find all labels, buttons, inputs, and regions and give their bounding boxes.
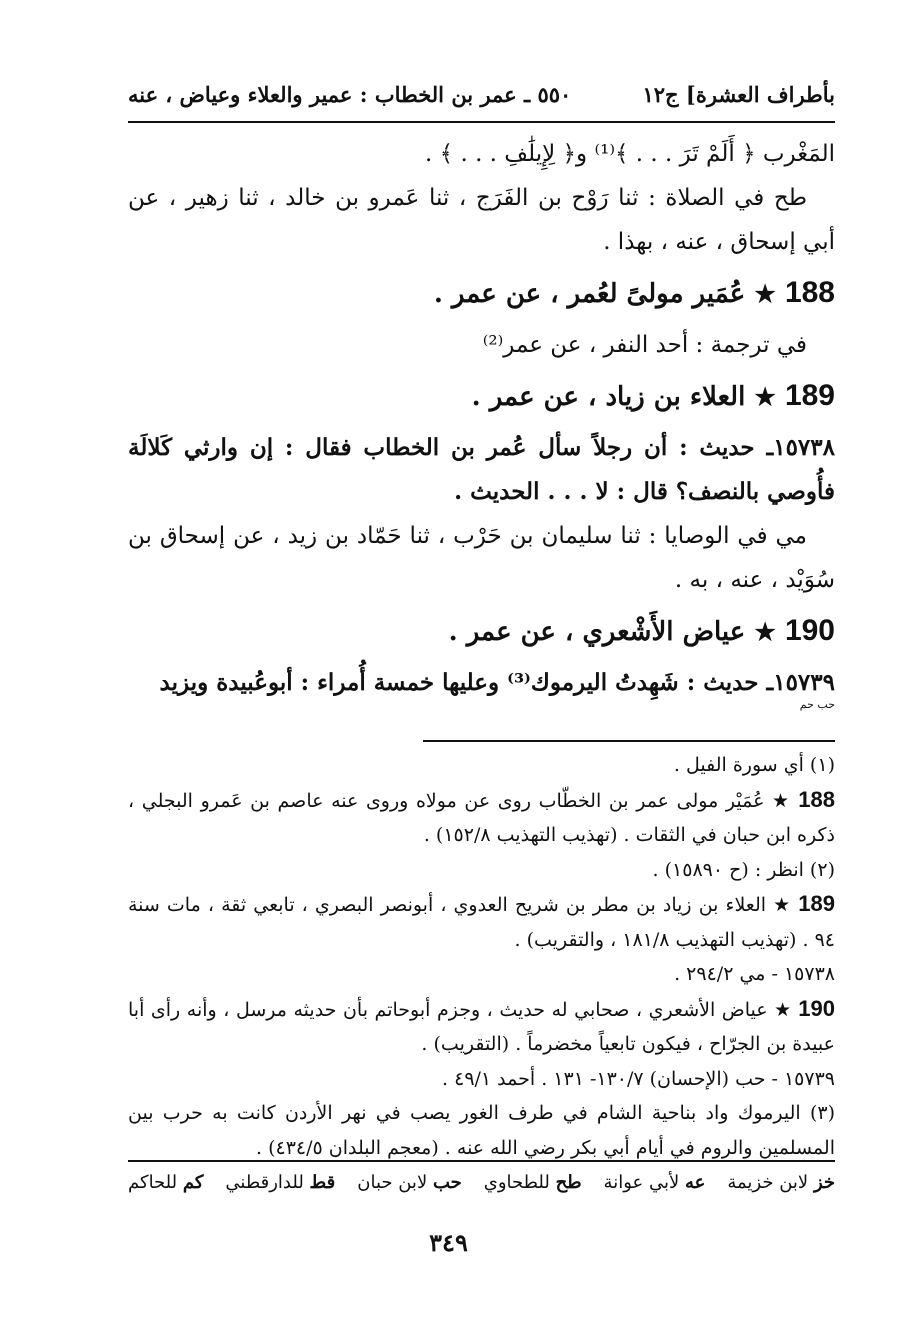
legend-item: عه لأبي عوانة [603,1172,706,1193]
legend-item: كم للحاكم [128,1172,204,1193]
footnote: ١٥٧٣٩ - حب (الإحسان) ١٣٠/٧- ١٣١ . أحمد ٤٩/١ . [442,1067,835,1090]
footnote-rule [423,740,835,742]
narrator-entry-188 [128,264,835,323]
hadith-number: ١٥٧٣٨ [773,434,835,461]
footnote-text: ★ عُمَيْر مولى عمر بن الخطّاب روى عن مولاه وروى عنه عاصم بن عَمرو البجلي ، ذكره ابن حبان في الثقات . (تهذيب التهذيب ١٥٢/٨) . [128,789,835,846]
footnote-text: ★ العلاء بن زياد بن مطر بن شريح العدوي ، أبونصر البصري ، تابعي ثقة ، مات سنة ٩٤ . (تهذيب التهذيب ١٨١/٨ ، والتقريب) . [128,894,835,951]
footnote-number: 189 [798,891,835,916]
main-text [128,132,835,711]
legend-item: قط للدارقطني [225,1172,336,1193]
paragraph: طح في الصلاة : ثنا رَوْح بن الفَرَج ، ثنا عَمرو بن خالد ، ثنا زهير ، عن أبي إسحاق ، عنه ، بهذا . [128,185,835,255]
hadith-text: ـ حديث : أن رجلاً سأل عُمر بن الخطاب فقال : إن وارثي كَلالَة فأُوصي بالنصف؟ قال : لا . . . الحديث . [128,434,835,505]
star-icon: ★ [754,382,776,411]
footnote-number: 188 [798,786,835,812]
narrator-entry-189 [128,367,835,426]
paragraph: مي في الوصايا : ثنا سليمان بن حَرْب ، ثنا حَمّاد بن زيد ، عن إسحاق بن سُوَيْد ، عنه ، به . [128,523,835,593]
legend-item: خز لابن خزيمة [727,1172,835,1193]
footnote: ١٥٧٣٨ - مي ٢٩٤/٢ . [674,963,835,985]
hadith-15738 [128,426,835,514]
entry-text: عياض الأَشْعري ، عن عمر . [448,617,746,647]
footnotes [128,748,835,1165]
footnote: (٣) اليرموك واد بناحية الشام في طرف الغور يصب في نهر الأردن كانت به حرب بين المسلمين والروم في أيام أبي بكر رضي الله عنه . (معجم البلدان ٤٣٤/٥) . [128,1102,835,1159]
running-header [128,74,835,114]
abbreviation-legend [128,1172,835,1193]
legend-item: حب لابن حبان [357,1172,462,1193]
footnote-number: 190 [798,995,835,1021]
header-rule [128,121,835,123]
entry-text: العلاء بن زياد ، عن عمر . [471,382,746,412]
star-icon: ★ [754,279,776,308]
narrator-entry-190 [128,602,835,661]
text-line: المَغْرب ﴿ أَلَمْ تَرَ . . . ﴾⁽¹⁾ و﴿ لِإِيلَٰفِ . . . ﴾ . [425,141,835,167]
page-number: ٣٤٩ [429,1228,468,1257]
legend-rule [128,1160,835,1162]
paragraph: في ترجمة : أحد النفر ، عن عمر⁽²⁾ [482,332,807,358]
footnote: (٢) انظر : (ح ١٥٨٩٠) . [652,858,835,881]
star-icon: ★ [754,617,776,646]
legend-item: طح للطحاوي [483,1172,582,1193]
hadith-text: ـ حديث : شَهِدتُ اليرموك⁽³⁾ وعليها خمسة أُمراء : أبوعُبيدة ويزيد [159,669,774,696]
entry-number: 190 [784,614,835,647]
section-title: ٥٥٠ ـ عمر بن الخطاب : عمير والعلاء وعياض ، عنه [128,81,572,107]
footnote-188 [128,783,835,853]
hadith-15739 [128,661,835,705]
footnote: (١) أي سورة الفيل . [673,754,835,776]
footnote-text: ★ عياض الأشعري ، صحابي له حديث ، وجزم أبوحاتم بأن حديثه مرسل ، وأنه رأى أبا عبيدة بن الجرّاح ، فيكون تابعياً مخضرماً . (التقريب) . [128,998,835,1055]
book-title: بأطراف العشرة] ج١٢ [642,81,835,107]
source-abbrev: حب حم [799,698,835,711]
entry-number: 189 [784,379,835,412]
footnote-189 [128,887,835,957]
footnote-190 [128,992,835,1062]
hadith-number: ١٥٧٣٩ [773,669,835,696]
entry-number: 188 [784,276,835,309]
entry-text: عُمَير مولىً لعُمر ، عن عمر . [433,279,746,309]
